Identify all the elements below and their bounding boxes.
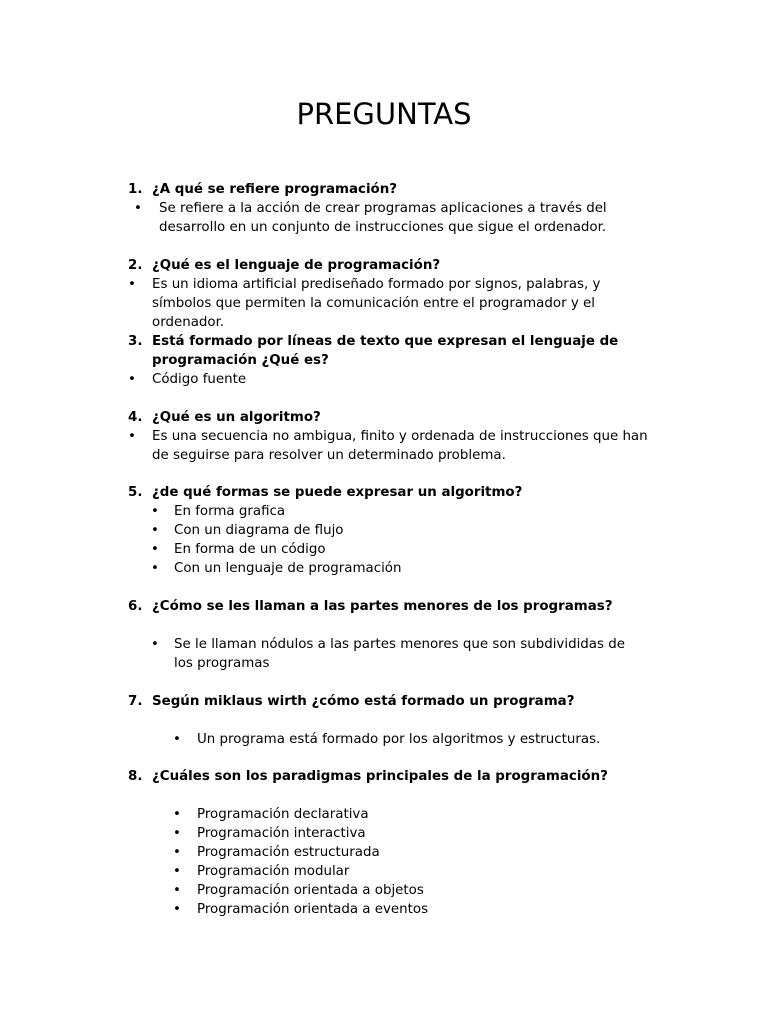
answer-item [173, 805, 643, 824]
question-4 [128, 408, 673, 427]
bullet-icon: • [128, 372, 136, 387]
question-8 [128, 767, 673, 786]
question-text: Según miklaus wirth ¿cómo está formado un programa? [152, 694, 575, 709]
question-number: 3. [128, 334, 143, 349]
bullet-icon: • [173, 845, 181, 860]
question-text: ¿Cómo se les llaman a las partes menores de los programas? [152, 599, 613, 614]
question-5 [128, 483, 673, 502]
answer-text: Con un lenguaje de programación [174, 561, 402, 576]
answer-text: Programación orientada a eventos [197, 902, 429, 917]
answer-item [151, 521, 631, 540]
answer-text: En forma de un código [174, 542, 326, 557]
question-text: ¿Qué es el lenguaje de programación? [152, 258, 441, 273]
answer-item [173, 843, 643, 862]
question-text: ¿Qué es un algoritmo? [152, 410, 321, 425]
bullet-icon: • [134, 201, 142, 216]
answer-text: Programación orientada a objetos [197, 883, 424, 898]
answer-item [173, 824, 643, 843]
answer-text: Programación estructurada [197, 845, 380, 860]
bullet-icon: • [128, 277, 136, 292]
question-text: ¿A qué se refiere programación? [152, 182, 398, 197]
answer-item [128, 427, 654, 465]
answer-text: Programación interactiva [197, 826, 366, 841]
answer-text: Código fuente [152, 372, 247, 387]
answer-text: Se refiere a la acción de crear programas aplicaciones a través del desarrollo en un conjunto de instrucciones que sigue el ordenador. [159, 201, 607, 236]
answer-text: Se le llaman nódulos a las partes menores que son subdivididas de los programas [174, 637, 625, 672]
answer-text: Programación modular [197, 864, 350, 879]
document-title: PREGUNTAS [296, 97, 472, 131]
question-text: Está formado por líneas de texto que expresan el lenguaje de programación ¿Qué es? [152, 334, 619, 368]
question-number: 6. [128, 599, 143, 614]
bullet-icon: • [151, 523, 159, 538]
bullet-icon: • [173, 732, 181, 747]
bullet-icon: • [151, 542, 159, 557]
answer-item [151, 559, 631, 578]
question-6 [128, 597, 673, 616]
answer-text: Es un idioma artificial prediseñado formado por signos, palabras, y símbolos que permiten la comunicación entre el programador y el ordenador. [152, 277, 601, 331]
question-text: ¿de qué formas se puede expresar un algoritmo? [152, 485, 523, 500]
answer-text: Es una secuencia no ambigua, finito y ordenada de instrucciones que han de seguirse para resolver un determinado problema. [152, 429, 648, 464]
question-7 [128, 692, 673, 711]
answer-item [128, 275, 654, 333]
question-number: 7. [128, 694, 143, 709]
bullet-icon: • [151, 504, 159, 519]
answer-text: Con un diagrama de flujo [174, 523, 344, 538]
question-number: 1. [128, 182, 143, 197]
bullet-icon: • [151, 637, 159, 652]
bullet-icon: • [173, 902, 181, 917]
answer-item [173, 730, 643, 749]
bullet-icon: • [173, 864, 181, 879]
question-1 [128, 180, 673, 199]
bullet-icon: • [128, 429, 136, 444]
answer-item [128, 370, 654, 389]
bullet-icon: • [151, 561, 159, 576]
bullet-icon: • [173, 826, 181, 841]
question-number: 2. [128, 258, 143, 273]
answer-text: En forma grafica [174, 504, 286, 519]
answer-text: Un programa está formado por los algoritmos y estructuras. [197, 732, 601, 747]
answer-text: Programación declarativa [197, 807, 369, 822]
question-number: 5. [128, 485, 143, 500]
answer-item [173, 862, 643, 881]
answer-item [134, 199, 654, 237]
question-3 [128, 332, 673, 370]
answer-item [173, 900, 643, 919]
question-2 [128, 256, 673, 275]
answer-item [151, 502, 631, 521]
bullet-icon: • [173, 807, 181, 822]
answer-item [151, 635, 631, 673]
answer-item [151, 540, 631, 559]
question-text: ¿Cuáles son los paradigmas principales de la programación? [152, 769, 608, 784]
answer-item [173, 881, 643, 900]
bullet-icon: • [173, 883, 181, 898]
question-number: 8. [128, 769, 143, 784]
question-number: 4. [128, 410, 143, 425]
